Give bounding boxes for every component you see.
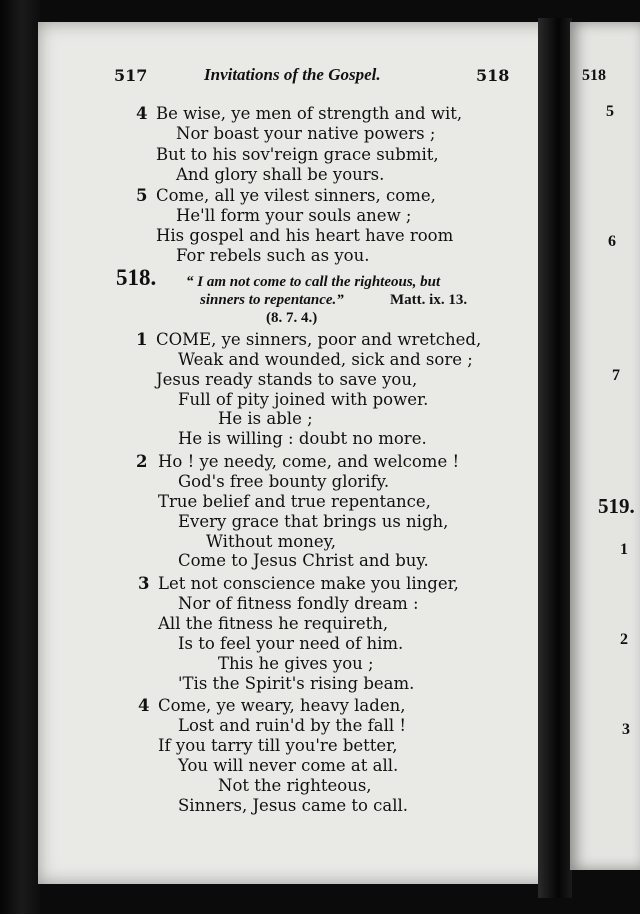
facing-page-number: 518 [582, 67, 606, 84]
scripture-reference: Matt. ix. 13. [390, 292, 468, 308]
verse-line: If you tarry till you're better, [158, 736, 398, 755]
facing-verse-number: 1 [620, 541, 628, 558]
verse-number: 4 [136, 104, 148, 123]
verse-line: His gospel and his heart have room [156, 226, 454, 245]
verse-line: And glory shall be yours. [176, 165, 385, 184]
verse-line: Not the righteous, [218, 776, 372, 795]
verse-line: 'Tis the Spirit's rising beam. [178, 674, 415, 693]
verse-number: 1 [136, 330, 148, 349]
facing-verse-number: 2 [620, 631, 628, 648]
verse-line: Full of pity joined with power. [178, 390, 429, 409]
page-gutter [538, 18, 572, 898]
verse-line: Come, all ye vilest sinners, come, [156, 186, 436, 205]
verse-line: Sinners, Jesus came to call. [178, 796, 409, 815]
verse-line: Weak and wounded, sick and sore ; [178, 350, 473, 369]
verse-line: Nor of fitness fondly dream : [178, 594, 419, 613]
verse-line: Come to Jesus Christ and buy. [178, 551, 429, 570]
verse-line: Let not conscience make you linger, [158, 574, 459, 593]
verse-number: 2 [136, 452, 148, 471]
verse-line: God's free bounty glorify. [178, 472, 390, 491]
running-title: Invitations of the Gospel. [204, 65, 381, 84]
book-spine-shadow [0, 0, 40, 914]
facing-verse-number: 3 [622, 721, 630, 738]
verse-line: COME, ye sinners, poor and wretched, [156, 330, 482, 349]
verse-line: He is willing : doubt no more. [178, 429, 427, 448]
verse-line: For rebels such as you. [176, 246, 370, 265]
verse-line: Every grace that brings us nigh, [178, 512, 449, 531]
verse-line: Jesus ready stands to save you, [156, 370, 418, 389]
verse-line: Nor boast your native powers ; [176, 124, 436, 143]
verse-line: All the fitness he requireth, [158, 614, 389, 633]
epigraph-line: sinners to repentance.” [200, 292, 344, 308]
verse-line: Is to feel your need of him. [178, 634, 404, 653]
verse-line: He is able ; [218, 409, 313, 428]
verse-line: Lost and ruin'd by the fall ! [178, 716, 407, 735]
verse-line: But to his sov'reign grace submit, [156, 145, 439, 164]
facing-hymn-number: 519. [598, 494, 635, 518]
facing-page [570, 22, 640, 870]
verse-line: Without money, [206, 532, 336, 551]
epigraph-line: “ I am not come to call the righteous, but [186, 274, 441, 290]
facing-verse-number: 7 [612, 367, 620, 384]
verse-line: Ho ! ye needy, come, and welcome ! [158, 452, 460, 471]
meter: (8. 7. 4.) [266, 310, 318, 326]
verse-number: 4 [138, 696, 150, 715]
verse-number: 3 [138, 574, 150, 593]
verse-line: He'll form your souls anew ; [176, 206, 412, 225]
verse-line: True belief and true repentance, [158, 492, 431, 511]
page-number-left: 517 [114, 66, 148, 85]
verse-line: This he gives you ; [218, 654, 374, 673]
verse-line: Come, ye weary, heavy laden, [158, 696, 406, 715]
hymn-number: 518. [116, 265, 157, 290]
verse-line: You will never come at all. [178, 756, 399, 775]
facing-verse-number: 5 [606, 103, 614, 120]
verse-line: Be wise, ye men of strength and wit, [156, 104, 463, 123]
hymn-number-header: 518 [476, 66, 510, 85]
facing-verse-number: 6 [608, 233, 616, 250]
verse-number: 5 [136, 186, 148, 205]
